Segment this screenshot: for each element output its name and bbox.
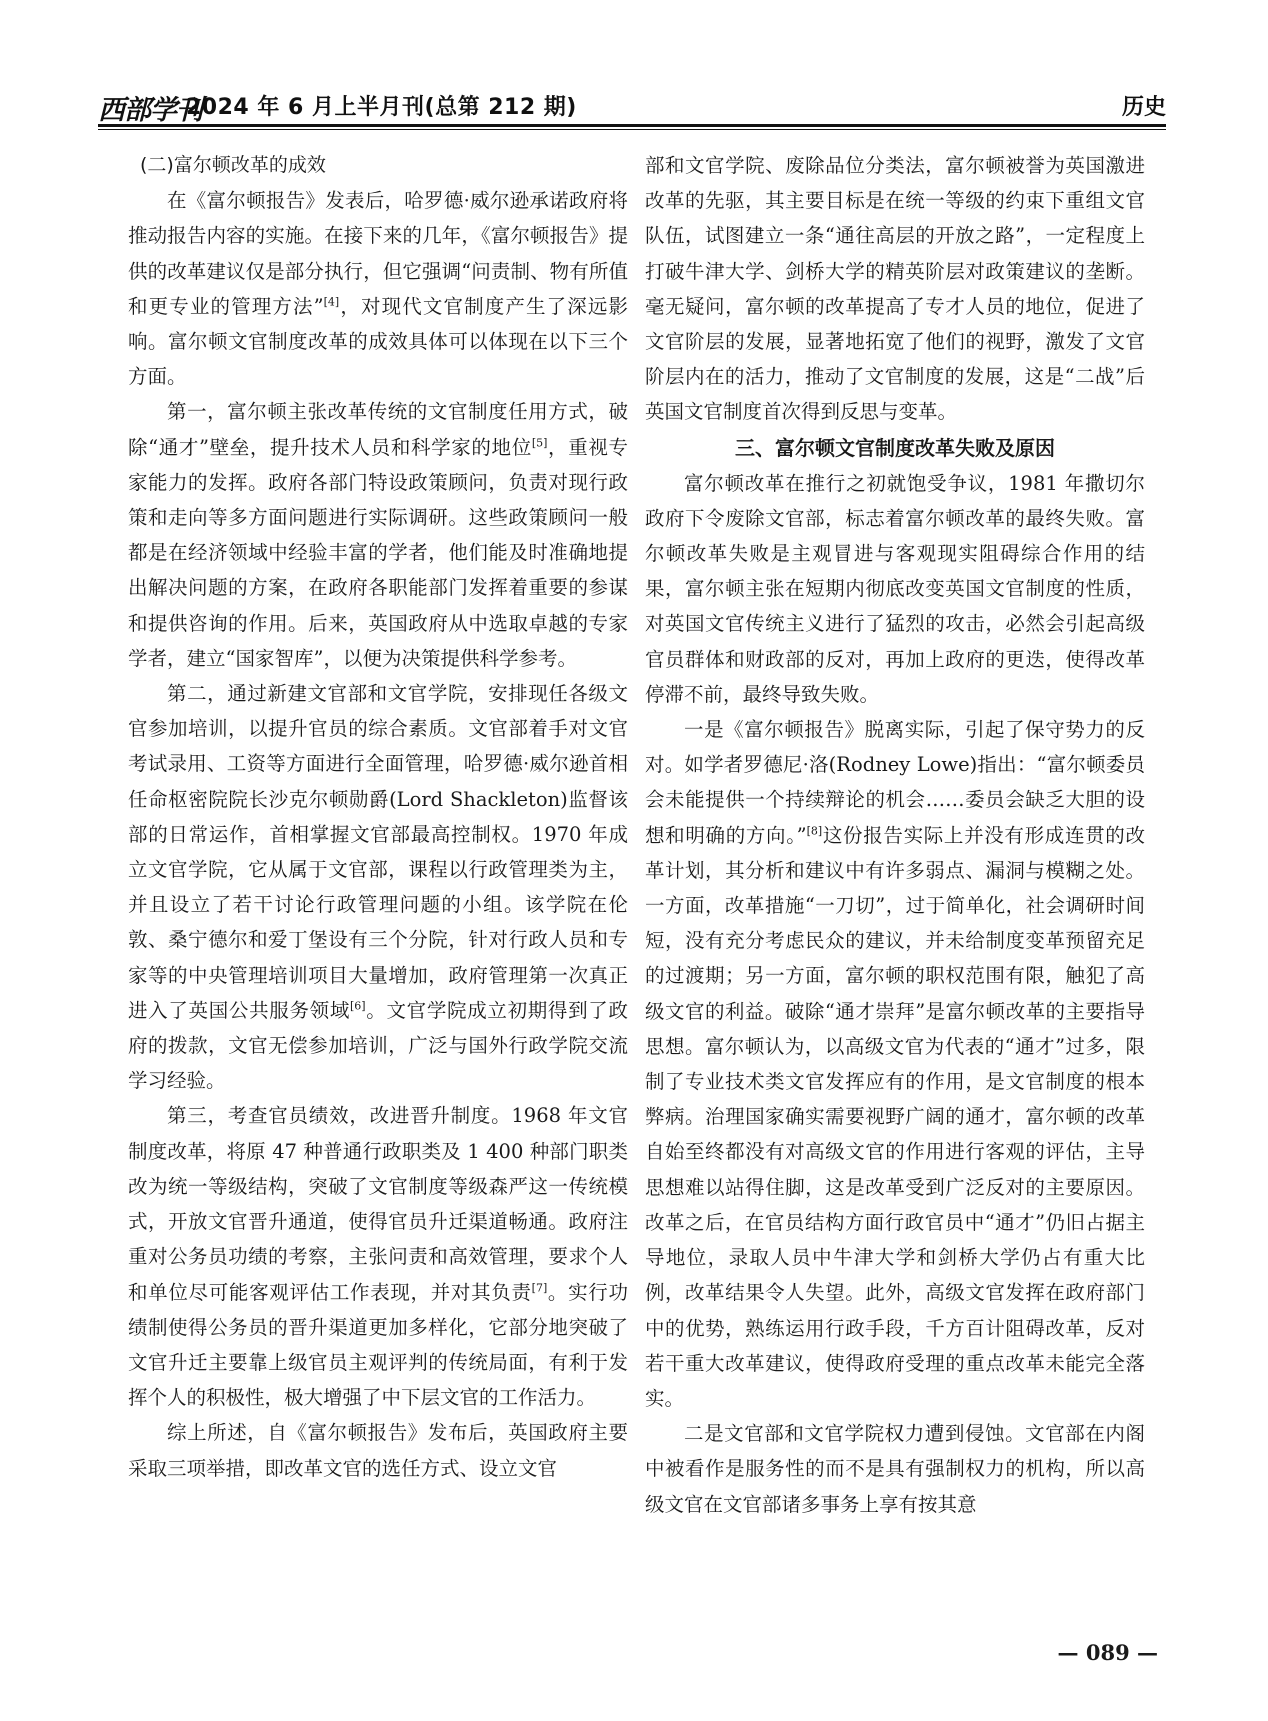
- journal-issue: 2024 年 6 月上半月刊(总第 212 期): [186, 95, 577, 120]
- header-rule: [98, 124, 1166, 127]
- citation: [7]: [531, 1281, 548, 1294]
- paragraph: 第一，富尔顿主张改革传统的文官制度任用方式，破除“通才”壁垒，提升技术人员和科学家的地位[5]，重视专家能力的发挥。政府各部门特设政策顾问，负责对现行政策和走向等多方面问题进行实际调研。这些政策顾问一般都是在经济领域中经验丰富的学者，他们能及时准确地提出解决问题的方案，在政府各职能部门发挥着重要的参谋和提供咨询的作用。后来，英国政府从中选取卓越的专家学者，建立“国家智库”，以便为决策提供科学参考。: [128, 400, 628, 670]
- paragraph: 在《富尔顿报告》发表后，哈罗德·威尔逊承诺政府将推动报告内容的实施。在接下来的几年，《富尔顿报告》提供的改革建议仅是部分执行，但它强调“问责制、物有所值和更专业的管理方法”[4]，对现代文官制度产生了深远影响。富尔顿文官制度改革的成效具体可以体现在以下三个方面。: [128, 189, 628, 389]
- right-column: [645, 148, 1145, 1522]
- subsection-heading: (二)富尔顿改革的成效: [140, 154, 326, 176]
- citation: [4]: [323, 295, 340, 309]
- paragraph: 综上所述，自《富尔顿报告》发布后，英国政府主要采取三项举措，即改革文官的选任方式、设立文官: [128, 1421, 628, 1480]
- paragraph: 富尔顿改革在推行之初就饱受争议，1981 年撒切尔政府下令废除文官部，标志着富尔顿改革的最终失败。富尔顿改革失败是主观冒进与客观现实阻碍综合作用的结果，富尔顿主张在短期内彻底改变英国文官制度的性质，对英国文官传统主义进行了猛烈的攻击，必然会引起高级官员群体和财政部的反对，再加上政府的更迭，使得改革停滞不前，最终导致失败。: [645, 471, 1145, 706]
- section-heading: 三、富尔顿文官制度改革失败及原因: [735, 435, 1055, 460]
- paragraph: 第三，考查官员绩效，改进晋升制度。1968 年文官制度改革，将原 47 种普通行政职类及 1 400 种部门职类改为统一等级结构，突破了文官制度等级森严这一传统模式，开放文官晋升通道，使得官员升迁渠道畅通。政府注重对公务员功绩的考察，主张问责和高效管理，要求个人和单位尽可能客观评估工作表现，并对其负责[7]。实行功绩制使得公务员的晋升渠道更加多样化，它部分地突破了文官升迁主要靠上级官员主观评判的传统局面，有利于发挥个人的积极性，极大增强了中下层文官的工作活力。: [128, 1104, 628, 1410]
- running-header: [98, 88, 1166, 124]
- page-number: — 089 —: [1057, 1640, 1158, 1665]
- header-rule-thin: [98, 129, 1166, 130]
- citation: [6]: [350, 999, 366, 1013]
- paragraph: 一是《富尔顿报告》脱离实际，引起了保守势力的反对。如学者罗德尼·洛(Rodney Lowe)指出：“富尔顿委员会未能提供一个持续辩论的机会……委员会缺乏大胆的设想和明确的方向。”[8]这份报告实际上并没有形成连贯的改革计划，其分析和建议中有许多弱点、漏洞与模糊之处。一方面，改革措施“一刀切”，过于简单化，社会调研时间短，没有充分考虑民众的建议，并未给制度变革预留充足的过渡期；另一方面，富尔顿的职权范围有限，触犯了高级文官的利益。破除“通才崇拜”是富尔顿改革的主要指导思想。富尔顿认为，以高级文官为代表的“通才”过多，限制了专业技术类文官发挥应有的作用，是文官制度的根本弊病。治理国家确实需要视野广阔的通才，富尔顿的改革自始至终都没有对高级文官的作用进行客观的评估，主导思想难以站得住脚，这是改革受到广泛反对的主要原因。改革之后，在官员结构方面行政官员中“通才”仍旧占据主导地位，录取人员中牛津大学和剑桥大学仍占有重大比例，改革结果令人失望。此外，高级文官发挥在政府部门中的优势，熟练运用行政手段，千方百计阻碍改革，反对若干重大改革建议，使得政府受理的重点改革未能完全落实。: [645, 718, 1145, 1410]
- paragraph: 二是文官部和文官学院权力遭到侵蚀。文官部在内阁中被看作是服务性的而不是具有强制权力的机构，所以高级文官在文官部诸多事务上享有按其意: [645, 1422, 1145, 1516]
- paragraph-continued: 部和文官学院、废除品位分类法，富尔顿被誉为英国激进改革的先驱，其主要目标是在统一等级的约束下重组文官队伍，试图建立一条“通往高层的开放之路”，一定程度上打破牛津大学、剑桥大学的精英阶层对政策建议的垄断。毫无疑问，富尔顿的改革提高了专才人员的地位，促进了文官阶层的发展，显著地拓宽了他们的视野，激发了文官阶层内在的活力，推动了文官制度的发展，这是“二战”后英国文官制度首次得到反思与变革。: [645, 154, 1145, 424]
- journal-logo: 西部学刊: [98, 95, 202, 126]
- citation: [5]: [531, 436, 548, 450]
- paragraph: 第二，通过新建文官部和文官学院，安排现任各级文官参加培训，以提升官员的综合素质。文官部着手对文官考试录用、工资等方面进行全面管理，哈罗德·威尔逊首相任命枢密院院长沙克尔顿勋爵(Lord Shackleton)监督该部的日常运作，首相掌握文官部最高控制权。1970 年成立文官学院，它从属于文官部，课程以行政管理类为主，并且设立了若干讨论行政管理问题的小组。该学院在伦敦、桑宁德尔和爱丁堡设有三个分院，针对行政人员和专家等的中央管理培训项目大量增加，政府管理第一次真正进入了英国公共服务领域[6]。文官学院成立初期得到了政府的拨款，文官无偿参加培训，广泛与国外行政学院交流学习经验。: [128, 682, 628, 1093]
- section-name: 历史: [1121, 95, 1166, 120]
- left-column: [128, 148, 628, 1486]
- citation: [8]: [806, 824, 823, 838]
